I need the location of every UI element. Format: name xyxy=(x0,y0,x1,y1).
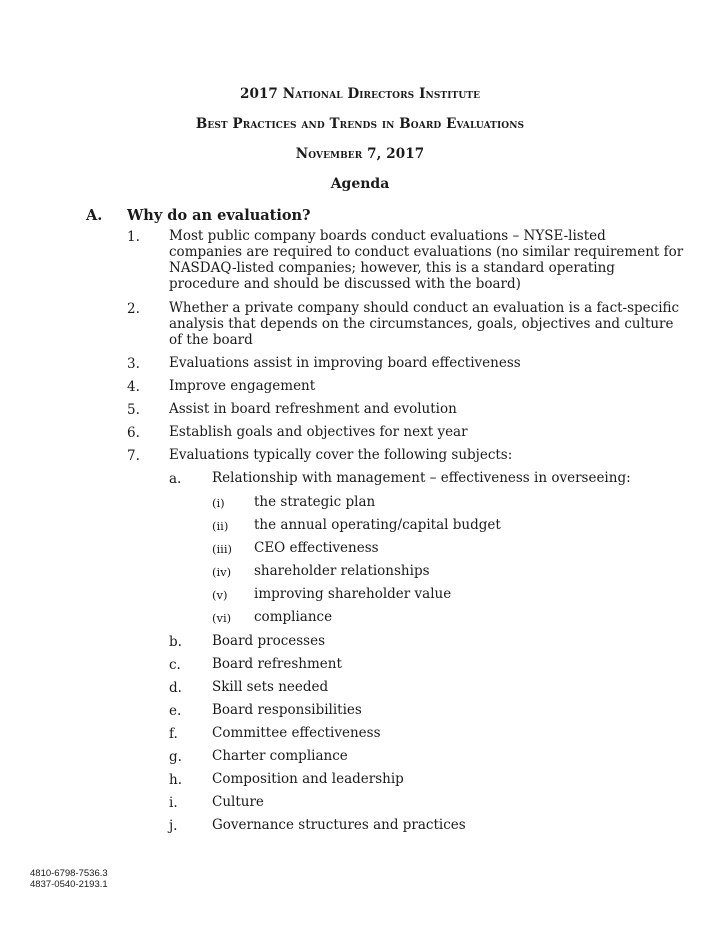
roman-item-text: the strategic plan xyxy=(254,494,376,510)
text-line: procedure and should be discussed with the board) xyxy=(169,276,521,292)
list-item-number: 7. xyxy=(127,448,140,464)
sub-item-letter: a. xyxy=(169,471,182,487)
list-item-text xyxy=(169,228,683,292)
list-item-text xyxy=(169,300,679,348)
text-line: Most public company boards conduct evaluations – NYSE-listed xyxy=(169,228,606,244)
document-id: 4810-6798-7536.3 xyxy=(30,868,108,879)
header-date: November 7, 2017 xyxy=(295,146,425,162)
sub-item-letter: d. xyxy=(169,680,182,696)
sub-item-letter: b. xyxy=(169,634,182,650)
roman-item-text: compliance xyxy=(254,609,333,625)
list-item-number: 2. xyxy=(127,301,140,317)
list-item-text: Evaluations typically cover the following subjects: xyxy=(169,447,513,463)
sub-item-text: Committee effectiveness xyxy=(212,725,381,741)
list-item-text: Assist in board refreshment and evolution xyxy=(169,401,457,417)
sub-item-text: Charter compliance xyxy=(212,748,348,764)
roman-item-text: improving shareholder value xyxy=(254,586,452,602)
list-item-text: Improve engagement xyxy=(169,378,316,394)
roman-numeral: (vi) xyxy=(212,611,232,625)
sub-item-text: Governance structures and practices xyxy=(212,817,466,833)
roman-numeral: (iv) xyxy=(212,565,232,579)
roman-numeral: (i) xyxy=(212,496,225,510)
sub-item-letter: h. xyxy=(169,772,182,788)
list-item-number: 1. xyxy=(127,229,140,245)
text-line: of the board xyxy=(169,332,253,348)
sub-item-letter: i. xyxy=(169,795,178,811)
document-id: 4837-0540-2193.1 xyxy=(30,879,108,890)
document-id-footer xyxy=(30,868,108,890)
text-line: analysis that depends on the circumstances, goals, objectives and culture xyxy=(169,316,674,332)
roman-numeral: (iii) xyxy=(212,542,233,556)
sub-item-letter: c. xyxy=(169,657,181,673)
roman-item-text: shareholder relationships xyxy=(254,563,430,579)
text-line: Whether a private company should conduct an evaluation is a fact-specific xyxy=(169,300,680,316)
text-line: companies are required to conduct evaluations (no similar requirement for xyxy=(169,244,684,260)
roman-item-text: the annual operating/capital budget xyxy=(254,517,501,533)
sub-item-text: Board processes xyxy=(212,633,326,649)
sub-item-letter: j. xyxy=(169,818,178,834)
roman-numeral: (v) xyxy=(212,588,228,602)
section-marker: A. xyxy=(86,207,103,224)
sub-item-text: Board refreshment xyxy=(212,656,342,672)
list-item-number: 5. xyxy=(127,402,140,418)
agenda-heading: Agenda xyxy=(330,176,390,192)
list-item-number: 6. xyxy=(127,425,140,441)
sub-item-letter: f. xyxy=(169,726,178,742)
header-subtitle: Best Practices and Trends in Board Evaluations xyxy=(195,116,525,132)
section-title: Why do an evaluation? xyxy=(127,207,311,224)
sub-item-text: Culture xyxy=(212,794,264,810)
sub-item-text: Relationship with management – effectiveness in overseeing: xyxy=(212,470,631,486)
sub-item-letter: e. xyxy=(169,703,182,719)
text-line: NASDAQ-listed companies; however, this is a standard operating xyxy=(169,260,615,276)
header-title: 2017 National Directors Institute xyxy=(239,86,481,102)
sub-item-letter: g. xyxy=(169,749,182,765)
list-item-text: Evaluations assist in improving board effectiveness xyxy=(169,355,521,371)
sub-item-text: Board responsibilities xyxy=(212,702,362,718)
roman-item-text: CEO effectiveness xyxy=(254,540,379,556)
list-item-number: 3. xyxy=(127,356,140,372)
list-item-text: Establish goals and objectives for next year xyxy=(169,424,468,440)
sub-item-text: Composition and leadership xyxy=(212,771,404,787)
list-item-number: 4. xyxy=(127,379,140,395)
sub-item-text: Skill sets needed xyxy=(212,679,329,695)
roman-numeral: (ii) xyxy=(212,519,229,533)
